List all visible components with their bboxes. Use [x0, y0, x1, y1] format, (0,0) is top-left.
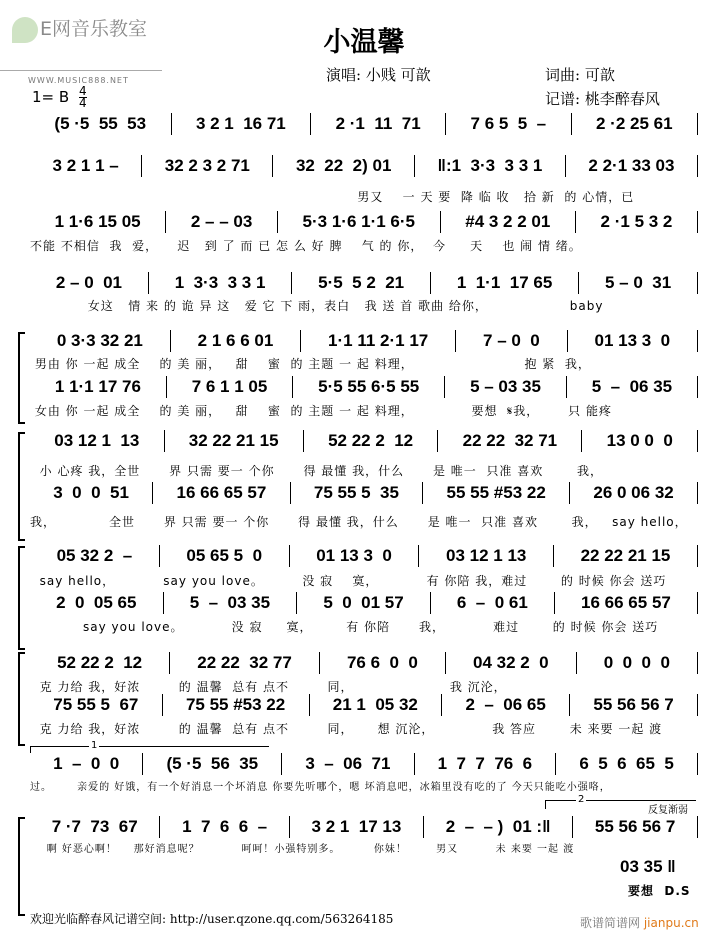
staff-bracket — [18, 817, 25, 916]
measure: 22 22 21 15 — [554, 545, 698, 567]
measure: 0 0 0 0 — [577, 652, 698, 674]
measure: 5 – 06 35 — [567, 376, 698, 398]
measure: (5 ·5 55 53 — [30, 113, 172, 135]
dynamics-mark: 反复渐弱 — [648, 805, 688, 816]
staff-row — [30, 272, 698, 294]
site-name: 歌谱简谱网 — [580, 916, 641, 930]
staff-row — [30, 592, 698, 614]
measure: 1 7 7 76 6 — [415, 753, 557, 775]
measure: 1 1·6 15 05 — [30, 211, 166, 233]
measure: 05 65 5 0 — [160, 545, 290, 567]
song-title: 小温馨 — [323, 27, 405, 58]
composer: 词曲: 可歆 — [545, 66, 615, 84]
staff-row — [30, 482, 698, 504]
measure: 3 2 1 17 13 — [290, 816, 424, 838]
measure: 1 1·1 17 76 — [30, 376, 167, 398]
measure: 2 2·1 33 03 — [566, 155, 698, 177]
measure: 03 35 ‖ — [620, 857, 676, 876]
measure: 03 12 1 13 — [30, 430, 165, 452]
measure: 75 55 #53 22 — [163, 694, 310, 716]
measure: 7 6 5 5 – — [446, 113, 571, 135]
measure: 22 22 32 71 — [438, 430, 582, 452]
ending-lyric: 要想 D.S — [628, 884, 691, 898]
measure: 0 3·3 32 21 — [30, 330, 171, 352]
staff-row — [30, 753, 698, 775]
measure: 52 22 2 12 — [30, 652, 170, 674]
measure: 01 13 3 0 — [568, 330, 698, 352]
measure: 32 2 3 2 71 — [142, 155, 273, 177]
measure: ‖:1 3·3 3 3 1 — [415, 155, 566, 177]
measure: 55 56 56 7 — [573, 816, 698, 838]
measure: 6 – 0 61 — [431, 592, 555, 614]
measure: 04 32 2 0 — [446, 652, 577, 674]
measure: 5 – 0 31 — [579, 272, 698, 294]
measure: 5·3 1·6 1·1 6·5 — [278, 211, 441, 233]
measure: 03 12 1 13 — [419, 545, 554, 567]
site-watermark — [580, 914, 699, 931]
measure: 5 – 03 35 — [445, 376, 567, 398]
ending-measures — [620, 856, 700, 878]
measure: 2 ·1 11 71 — [311, 113, 446, 135]
measure: 1·1 11 2·1 17 — [301, 330, 456, 352]
lyric-line: 克 力给 我，好浓 的 温馨 总有 点不 同， 我 沉沦， — [30, 680, 507, 694]
measure: 16 66 65 57 — [153, 482, 290, 504]
measure: 5 0 01 57 — [297, 592, 431, 614]
volta-number: 2 — [578, 794, 585, 805]
singer: 演唱: 小贱 可歆 — [326, 66, 431, 84]
measure: 5·5 5 2 21 — [292, 272, 431, 294]
measure: 55 56 56 7 — [570, 694, 698, 716]
staff-row — [30, 376, 698, 398]
staff-row — [30, 211, 698, 233]
measure: 32 22 21 15 — [165, 430, 304, 452]
measure: 1 1·1 17 65 — [431, 272, 579, 294]
measure: 5 – 03 35 — [164, 592, 298, 614]
staff-row — [30, 694, 698, 716]
lyric-line: 女由 你 一起 成全 的 美 丽， 甜 蜜 的 主题 一 起 料理， 要想 𝄋我， 只 能疼 — [30, 404, 612, 418]
transcriber: 记谱: 桃李醉春风 — [545, 90, 660, 108]
measure: 2 – – ) 01 :‖ — [424, 816, 573, 838]
measure: 75 55 5 35 — [291, 482, 424, 504]
measure: 7 6 1 1 05 — [167, 376, 293, 398]
measure: 7 – 0 0 — [456, 330, 567, 352]
measure: 6 5 6 65 5 — [556, 753, 698, 775]
staff-row — [30, 113, 698, 135]
measure: 2 0 05 65 — [30, 592, 164, 614]
lyric-line: 啊 好恶心啊！ 那好消息呢？ 呵呵！小强特别多。 你妹！ 男又 未 来要 一起 渡 — [30, 844, 575, 855]
measure: 01 13 3 0 — [290, 545, 420, 567]
measure: 3 0 0 51 — [30, 482, 153, 504]
measure: 2 ·2 25 61 — [572, 113, 698, 135]
staff-bracket — [18, 332, 25, 424]
measure: 3 2 1 1 – — [30, 155, 142, 177]
staff-row — [30, 545, 698, 567]
site-domain: jianpu.cn — [643, 916, 699, 930]
staff-row — [30, 430, 698, 452]
measure: 2 1 6 6 01 — [171, 330, 301, 352]
logo-url: WWW.MUSIC888.NET — [28, 76, 129, 85]
staff-row — [30, 816, 698, 838]
key-signature: 1= B — [32, 88, 70, 106]
meter-top: 4 — [79, 84, 87, 98]
staff-bracket — [18, 432, 25, 541]
lyric-line: 女这 情 来 的 诡 异 这 爱 它 下 雨，表白 我 送 首 歌曲 给你， baby — [30, 299, 604, 313]
staff-row — [30, 155, 698, 177]
time-signature — [79, 86, 87, 109]
measure: 76 6 0 0 — [320, 652, 446, 674]
staff-row — [30, 652, 698, 674]
lyric-line: 我， 全世 界 只需 要一 个你 得 最懂 我，什么 是 唯一 只准 喜欢 我， say hello， — [30, 515, 688, 529]
measure: 3 2 1 16 71 — [172, 113, 312, 135]
staff-row — [30, 330, 698, 352]
meter-bottom: 4 — [79, 96, 87, 110]
staff-bracket — [18, 546, 25, 650]
measure: 2 – – 03 — [166, 211, 278, 233]
measure: 2 ·1 5 3 2 — [576, 211, 698, 233]
volta-1 — [30, 740, 269, 753]
measure: 05 32 2 – — [30, 545, 160, 567]
measure: 21 1 05 32 — [310, 694, 443, 716]
lyric-line: 克 力给 我，好浓 的 温馨 总有 点不 同， 想 沉沦， 我 答应 未 来要 一起 渡 — [30, 722, 663, 736]
measure: 26 0 06 32 — [570, 482, 698, 504]
volta-number: 1 — [91, 740, 98, 751]
measure: 1 7 6 6 – — [160, 816, 289, 838]
lyric-line: 男又 一 天 要 降 临 收 拾 新 的 心情，已 — [30, 190, 635, 204]
measure: 2 – 06 65 — [442, 694, 570, 716]
lyric-line: 小 心疼 我，全世 界 只需 要一 个你 得 最懂 我，什么 是 唯一 只准 喜欢 我， — [30, 464, 603, 478]
measure: 3 – 06 71 — [282, 753, 414, 775]
footer-text: 欢迎光临醉春风记谱空间: http://user.qzone.qq.com/563264185 — [30, 912, 394, 926]
measure: 22 22 32 77 — [170, 652, 320, 674]
lyric-line: 男由 你 一起 成全 的 美 丽， 甜 蜜 的 主题 一 起 料理， 抱 紧 我， — [30, 357, 591, 371]
logo-text: E网音乐教室 — [40, 18, 148, 40]
lyric-line: 过。 亲爱的 好饿，有一个好消息一个坏消息 你要先听哪个，嗯 坏消息吧，冰箱里没有吃的了 今天只能吃小强咯， — [30, 782, 611, 793]
measure: 2 – 0 01 — [30, 272, 149, 294]
measure: 52 22 2 12 — [304, 430, 439, 452]
measure: 55 55 #53 22 — [423, 482, 570, 504]
lyric-line: 不能 不相信 我 爱， 迟 到 了 而 已 怎 么 好 脾 气 的 你， 今 天 也 闹 情 绪。 — [30, 239, 582, 253]
measure: 32 22 2) 01 — [273, 155, 415, 177]
measure: 13 0 0 0 — [582, 430, 698, 452]
staff-bracket — [18, 652, 25, 746]
measure: 1 – 0 0 — [30, 753, 143, 775]
measure: 1 3·3 3 3 1 — [149, 272, 292, 294]
measure: (5 ·5 56 35 — [143, 753, 282, 775]
divider — [0, 70, 162, 71]
lyric-line: say you love。 没 寂 寞， 有 你陪 我， 难过 的 时候 你会 送巧 — [30, 620, 659, 634]
measure: 16 66 65 57 — [555, 592, 698, 614]
measure: 75 55 5 67 — [30, 694, 163, 716]
measure: 5·5 55 6·5 55 — [293, 376, 445, 398]
lyric-line: say hello， say you love。 没 寂 寞， 有 你陪 我，难过 的 时候 你会 送巧 — [30, 574, 667, 588]
measure: #4 3 2 2 01 — [441, 211, 576, 233]
measure: 7 ·7 73 67 — [30, 816, 160, 838]
